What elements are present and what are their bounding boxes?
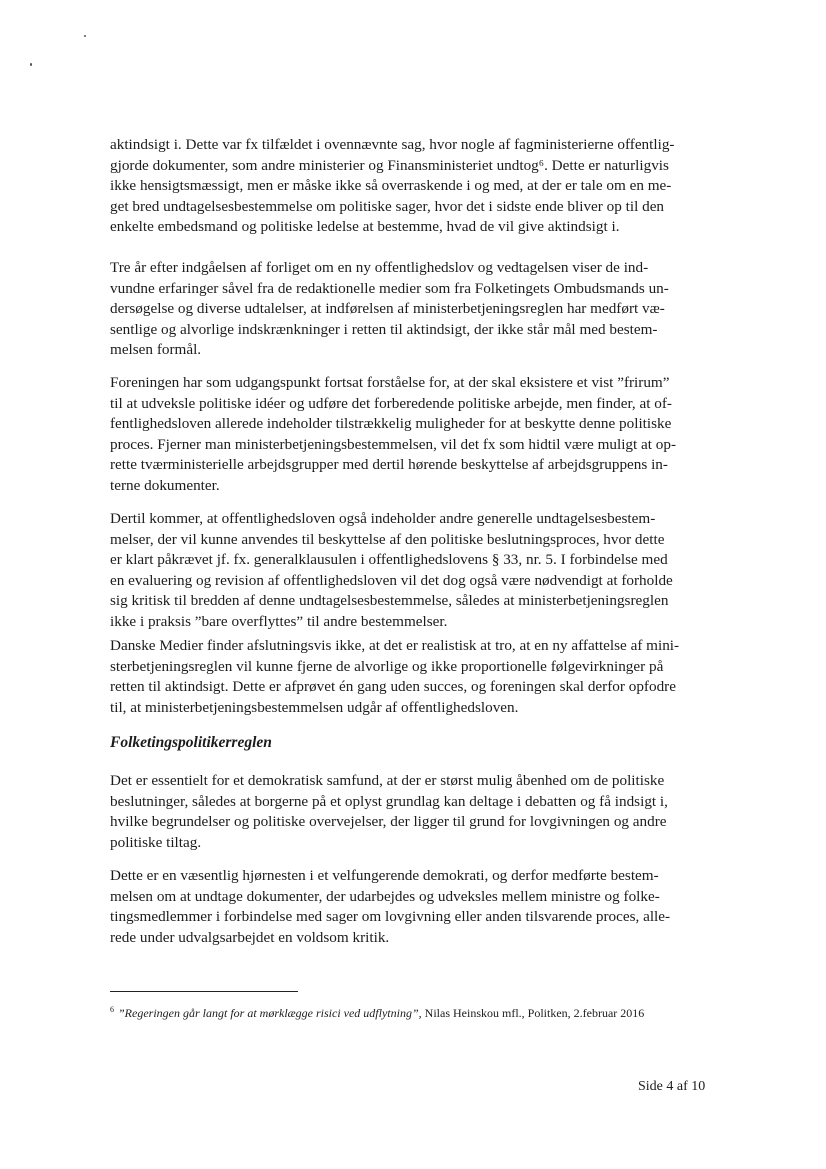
text-line: vundne erfaringer såvel fra de redaktionelle medier som fra Folketingets Ombudsmands un- <box>110 279 669 297</box>
text-line: en evaluering og revision af offentlighedsloven vil det dog også være nødvendigt at forholde <box>110 571 673 589</box>
text-line: Foreningen har som udgangspunkt fortsat forståelse for, at der skal eksistere et vist ”frirum” <box>110 374 670 391</box>
text-line: Det er essentielt for et demokratisk samfund, at der er størst mulig åbenhed om de politiske <box>110 772 665 789</box>
text-line: melsen formål. <box>110 341 202 359</box>
text-line: ikke hensigtsmæssigt, men er måske ikke så overraskende i og med, at der er tale om en me- <box>110 177 672 195</box>
footnote-source: Nilas Heinskou mfl., Politken, 2.februar 2016 <box>424 1006 645 1020</box>
text-line: hvilke begrundelser og politiske overvejelser, der ligger til grund for lovgivningen og andre <box>110 813 667 831</box>
paragraph-6 <box>110 771 668 853</box>
paragraph-7 <box>110 866 670 948</box>
text-line: rede under udvalgsarbejdet en voldsom kritik. <box>110 928 390 946</box>
footnote <box>110 1002 644 1021</box>
text-line: melsen om at undtage dokumenter, der udarbejdes og udveksles mellem ministre og folke- <box>110 887 660 905</box>
text-line: Dette er en væsentlig hjørnesten i et velfungerende demokrati, og derfor medførte bestem- <box>110 867 659 884</box>
text-line: melser, der vil kunne anvendes til beskyttelse af den politiske beslutningsproces, hvor dette <box>110 530 665 548</box>
scan-speck <box>84 35 86 37</box>
text-line: retten til aktindsigt. Dette er afprøvet én gang uden succes, og foreningen skal derfor opfodre <box>110 678 676 696</box>
text-line: Dertil kommer, at offentlighedsloven også indeholder andre generelle undtagelsesbestem- <box>110 510 656 527</box>
footnote-divider <box>110 991 298 992</box>
text-line: proces. Fjerner man ministerbetjeningsbestemmelsen, vil det fx som hidtil være muligt at op- <box>110 435 677 453</box>
text-line: gjorde dokumenter, som andre ministerier og Finansministeriet undtog⁶. Dette er naturligvis <box>110 156 669 174</box>
footnote-marker: 6 <box>110 1005 114 1014</box>
paragraph-4 <box>110 509 673 633</box>
scan-speck <box>30 63 32 66</box>
text-line: ikke i praksis ”bare overflyttes” til andre bestemmelser. <box>110 612 448 630</box>
text-line: beslutninger, således at borgerne på et oplyst grundlag kan deltage i debatten og få indsigt i, <box>110 792 668 810</box>
section-heading: Folketingspolitikerreglen <box>110 734 272 751</box>
text-line: Tre år efter indgåelsen af forliget om en ny offentlighedslov og vedtagelsen viser de ind- <box>110 259 649 276</box>
paragraph-5 <box>110 636 679 718</box>
text-line: til at udveksle politiske idéer og udføre det forberedende politiske arbejde, men finder, at of- <box>110 394 672 412</box>
paragraph-1 <box>110 135 674 238</box>
paragraph-2 <box>110 258 669 361</box>
text-line: sterbetjeningsreglen vil kunne fjerne de alvorlige og ikke proportionelle følgevirkninger på <box>110 657 664 675</box>
text-line: aktindsigt i. Dette var fx tilfældet i ovennævnte sag, hvor nogle af fagministerierne offentlig- <box>110 136 675 153</box>
footnote-article-title: ”Regeringen går langt for at mørklægge risici ved udflytning”, <box>118 1006 422 1020</box>
text-line: tingsmedlemmer i forbindelse med sager om lovgivning eller anden tilsvarende proces, alle- <box>110 908 671 926</box>
page-number: Side 4 af 10 <box>638 1079 706 1094</box>
text-line: sig kritisk til bredden af denne undtagelsesbestemmelse, således at ministerbetjeningsreglen <box>110 592 669 610</box>
text-line: dersøgelse og diverse udtalelser, at indførelsen af ministerbetjeningsreglen har medført væ- <box>110 300 665 318</box>
paragraph-3 <box>110 373 676 497</box>
text-line: politiske tiltag. <box>110 833 202 851</box>
text-line: get bred undtagelsesbestemmelse om politiske sager, hvor det i sidste ende bliver op til den <box>110 197 665 215</box>
text-line: terne dokumenter. <box>110 476 220 494</box>
text-line: rette tværministerielle arbejdsgrupper med dertil hørende beskyttelse af arbejdsgruppens in- <box>110 456 668 474</box>
text-line: til, at ministerbetjeningsbestemmelsen udgår af offentlighedsloven. <box>110 698 519 716</box>
text-line: Danske Medier finder afslutningsvis ikke, at det er realistisk at tro, at en ny affattelse af mini- <box>110 637 680 654</box>
text-line: sentlige og alvorlige indskrænkninger i retten til aktindsigt, der ikke står mål med bestem- <box>110 320 658 338</box>
text-line: er klart påkrævet jf. fx. generalklausulen i offentlighedslovens § 33, nr. 5. I forbindelse med <box>110 551 668 569</box>
text-line: enkelte embedsmand og politiske ledelse at bestemme, hvad de vil give aktindsigt i. <box>110 218 620 236</box>
text-line: fentlighedsloven allerede indeholder tilstrækkelig muligheder for at beskytte denne politiske <box>110 415 672 433</box>
